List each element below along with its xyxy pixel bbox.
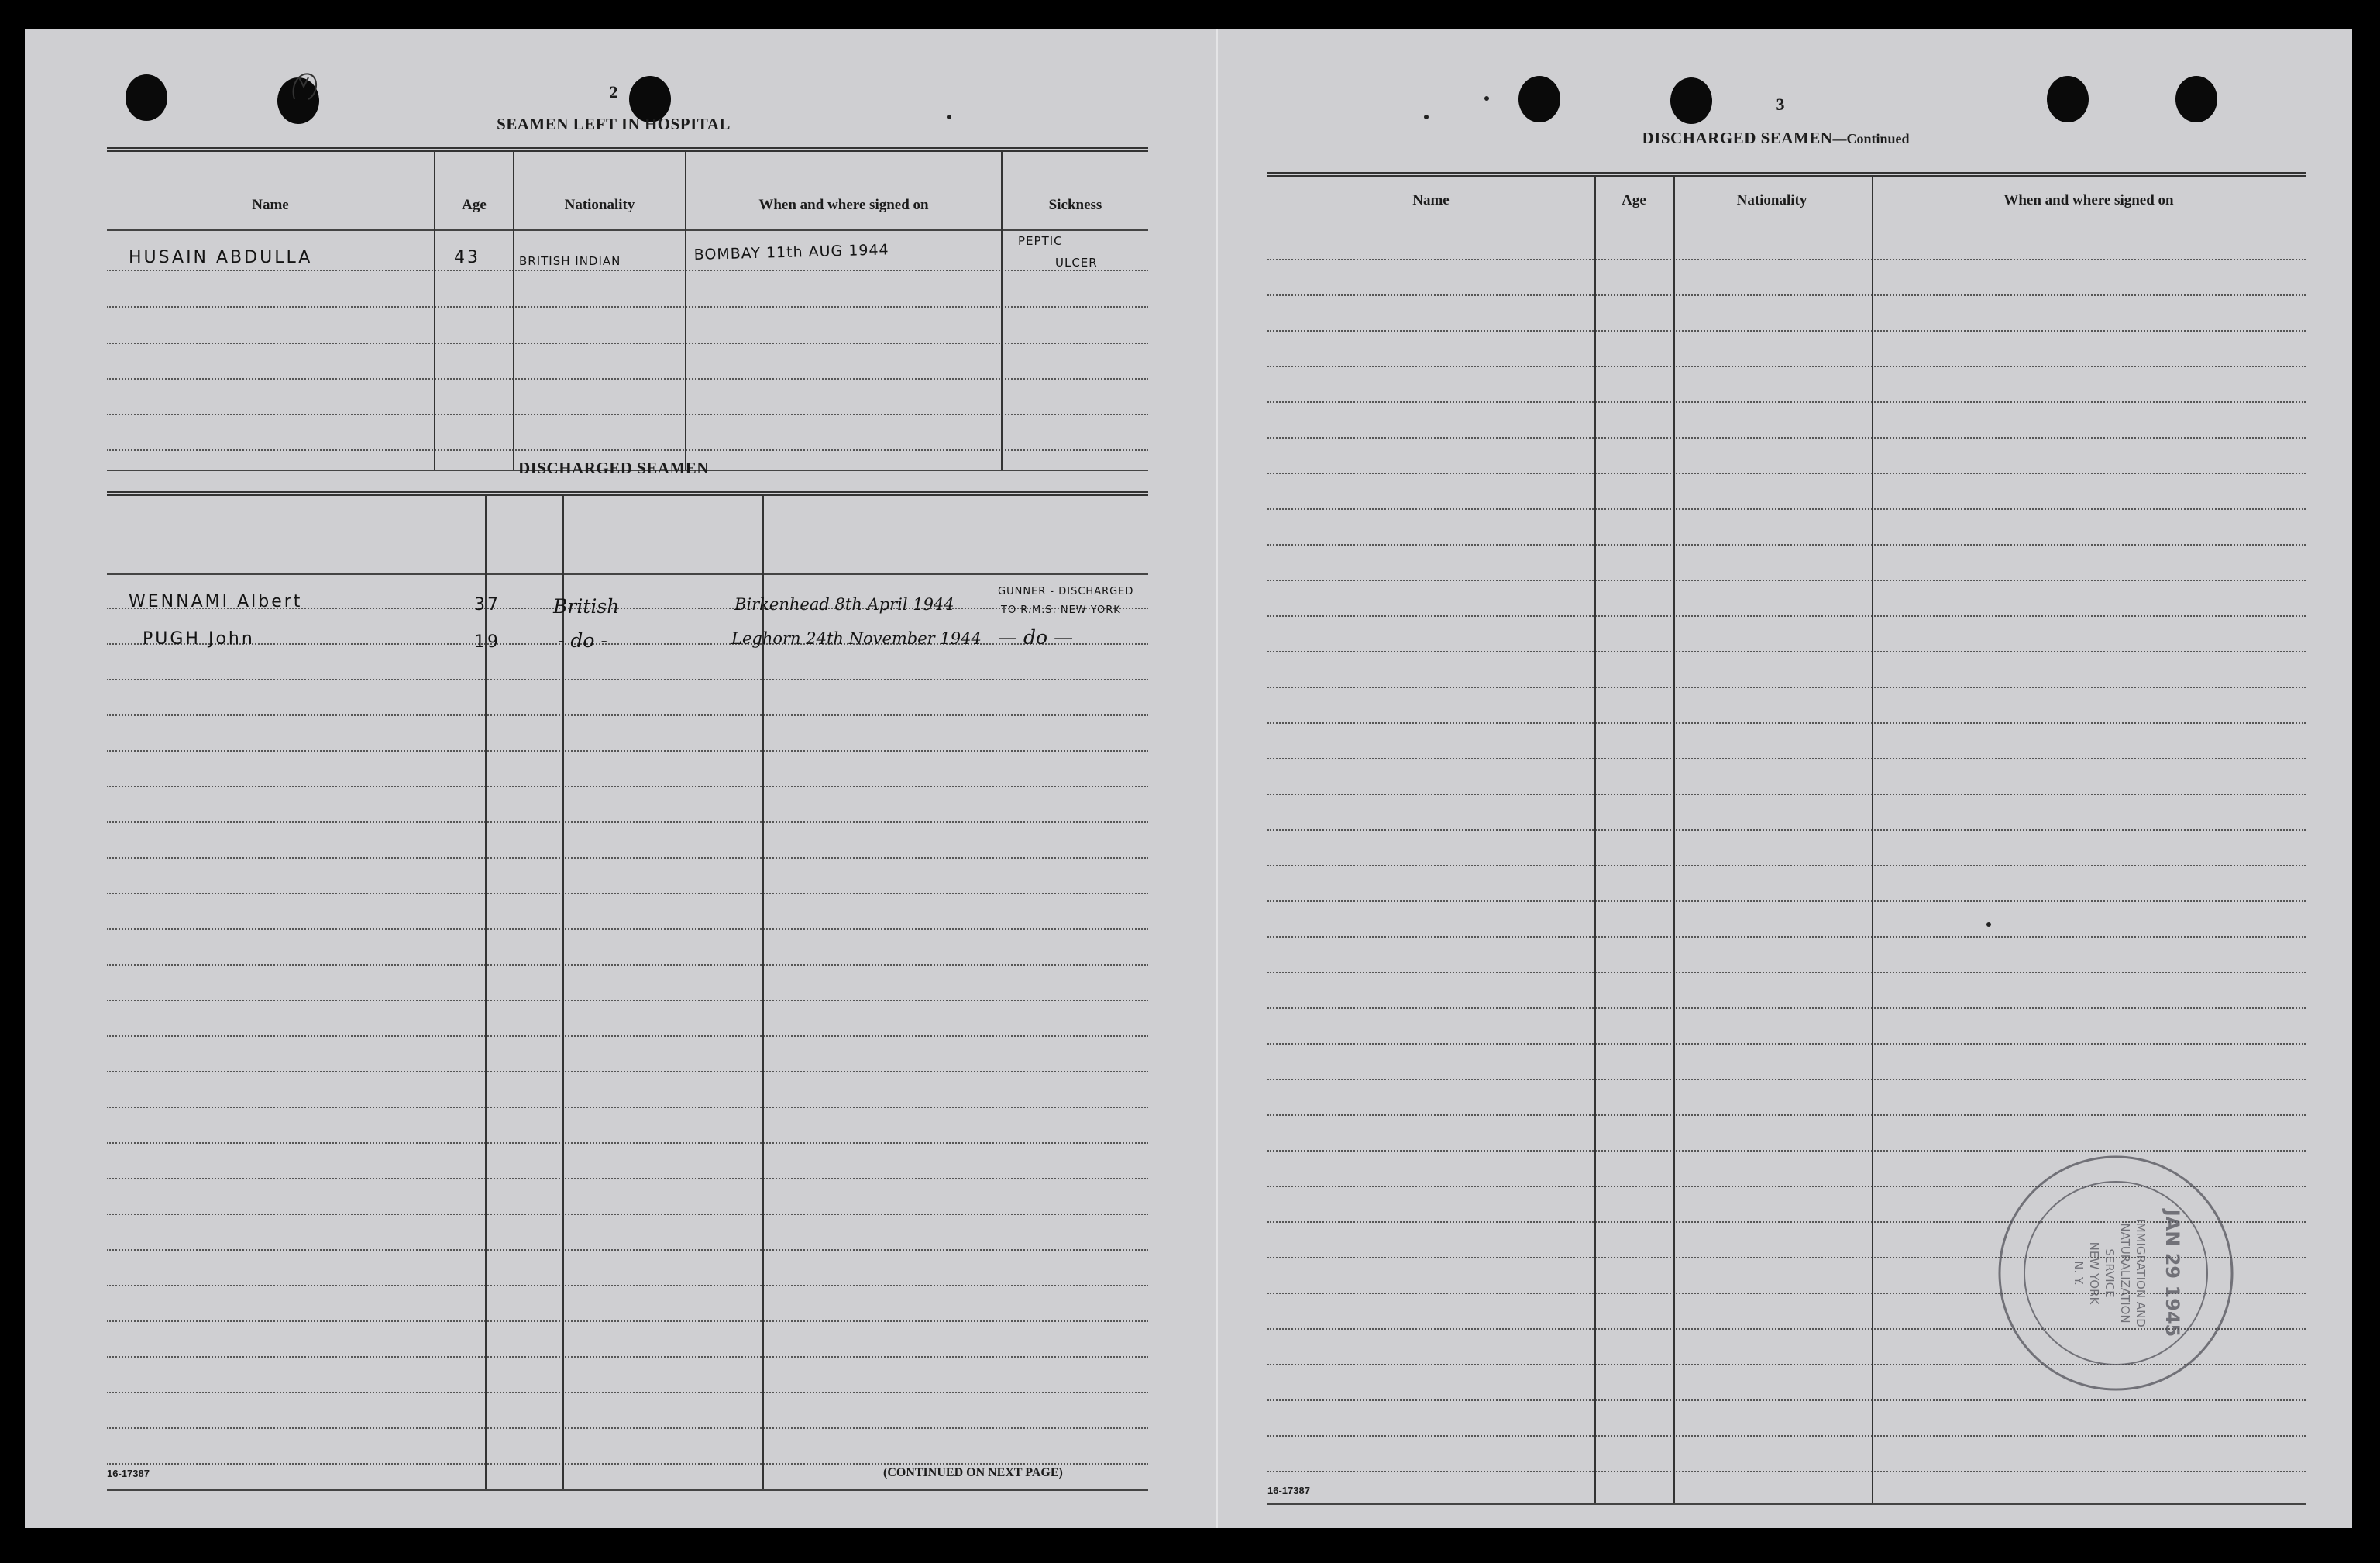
document-sheet [25,29,2352,1528]
hospital-row-sickness-1: PEPTIC [1018,234,1063,248]
hospital-table [107,147,1148,473]
hospital-row-nationality: BRITISH INDIAN [519,254,621,268]
discharged-row-1-note-2: TO R.M.S. NEW YORK [1001,604,1121,616]
discharged-row-2-nationality: - do - [558,629,607,652]
column-header-name: Name [1412,192,1450,208]
stamp-line-3: SERVICE [2103,1248,2117,1298]
discharged-continued-title [1559,129,1993,148]
punch-hole [2175,76,2217,122]
ink-speck [1484,96,1489,101]
page-fold [1216,29,1218,1528]
hospital-row-name: HUSAIN ABDULLA [129,248,313,267]
page-number: 2 [609,82,618,102]
ink-speck [1424,115,1429,119]
column-header-nationality: Nationality [564,197,635,213]
stamp-date: JAN 29 1945 [2162,1209,2183,1338]
hospital-section-title: SEAMEN LEFT IN HOSPITAL [497,115,731,133]
punch-hole [126,74,167,121]
discharged-row-1-note-1: GUNNER - DISCHARGED [998,586,1134,597]
column-header-age: Age [462,197,487,213]
discharged-row-2-name: PUGH John [143,629,255,649]
punch-hole [1670,77,1712,124]
form-number: 16-17387 [107,1468,150,1479]
hospital-row-sickness-2: ULCER [1055,256,1098,270]
column-header-nationality: Nationality [1736,192,1807,208]
discharged-row-1-name: WENNAMI Albert [129,592,303,611]
discharged-row-1-age: 37 [474,595,500,615]
page-number: 3 [1776,95,1785,114]
column-header-sickness: Sickness [1048,197,1102,213]
stamp-line-5: N. Y. [2072,1261,2086,1286]
discharged-row-2-note: — do — [998,626,1073,649]
discharged-row-1-nationality: British [553,595,620,618]
punch-hole [1518,76,1560,122]
column-header-signed-on: When and where signed on [758,197,929,213]
column-header-age: Age [1622,192,1646,208]
initials-mark [287,68,324,105]
discharged-table [107,491,1148,1491]
column-header-name: Name [252,197,289,213]
discharged-section-title: DISCHARGED SEAMEN [518,459,709,477]
hospital-row-age: 43 [454,248,480,267]
column-header-signed-on: When and where signed on [2003,192,2174,208]
discharged-row-1-signed-on: Birkenhead 8th April 1944 [734,595,954,614]
ink-speck [947,115,951,119]
continued-note: (CONTINUED ON NEXT PAGE) [883,1466,1063,1479]
stamp-line-4: NEW YORK [2087,1241,2101,1305]
immigration-date-stamp [1988,1145,2244,1401]
stamp-line-1: IMMIGRATION AND [2134,1219,2148,1327]
punch-hole [2047,76,2089,122]
title-text: DISCHARGED SEAMEN [1642,129,1833,147]
hospital-row-signed-on: BOMBAY 11th AUG 1944 [693,241,889,263]
discharged-row-2-age: 19 [474,632,500,652]
form-number: 16-17387 [1267,1485,1310,1496]
title-suffix: —Continued [1832,131,1910,146]
discharged-row-2-signed-on: Leghorn 24th November 1944 [731,629,982,648]
stamp-line-2: NATURALIZATION [2118,1223,2132,1324]
